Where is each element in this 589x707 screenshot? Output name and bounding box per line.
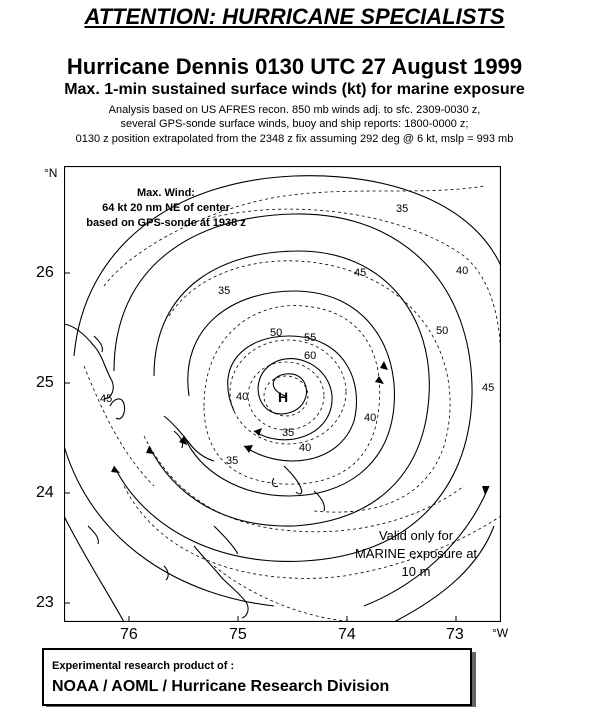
- north-unit-label: °N: [44, 166, 58, 180]
- analysis-note-1: Analysis based on US AFRES recon. 850 mb winds adj. to sfc. 2309-0030 z,: [108, 104, 481, 116]
- max-wind-line-3: based on GPS-sonde at 1938 z: [86, 217, 246, 229]
- max-wind-line-2: 64 kt 20 nm NE of center: [102, 202, 230, 214]
- wind-analysis-map: [64, 166, 501, 622]
- lat-label-23: 23: [36, 594, 54, 611]
- valid-line-3: 10 m: [401, 564, 431, 579]
- contour-label: 40: [299, 442, 312, 454]
- lat-label-24: 24: [36, 484, 54, 501]
- contour-label: 35: [226, 455, 239, 467]
- lon-label-73: 73: [446, 626, 464, 643]
- footer-line-1: Experimental research product of :: [52, 660, 235, 672]
- contour-label: 35: [282, 427, 295, 439]
- lon-label-74: 74: [338, 626, 356, 643]
- max-wind-line-1: Max. Wind:: [137, 187, 195, 199]
- footer-credit-box: [42, 648, 472, 706]
- contour-label: 35: [218, 285, 231, 297]
- lon-label-75: 75: [229, 626, 247, 643]
- attention-banner: ATTENTION: HURRICANE SPECIALISTS: [84, 4, 505, 29]
- contour-label: 55: [304, 332, 317, 344]
- contour-label: 45: [482, 382, 495, 394]
- contour-label: 45: [100, 393, 113, 405]
- contour-label: 40: [456, 265, 469, 277]
- contour-label: 40: [236, 391, 249, 403]
- contour-label: 45: [354, 267, 367, 279]
- contour-label: 40: [364, 412, 377, 424]
- page-title: Hurricane Dennis 0130 UTC 27 August 1999: [66, 54, 523, 79]
- lon-label-76: 76: [120, 626, 138, 643]
- storm-center-symbol: H: [278, 389, 289, 405]
- lat-label-25: 25: [36, 374, 54, 391]
- contour-label: 35: [396, 203, 409, 215]
- wind-map-svg: [64, 166, 501, 622]
- lat-label-26: 26: [36, 264, 54, 281]
- page-subtitle: Max. 1-min sustained surface winds (kt) for marine exposure: [64, 81, 525, 98]
- west-unit-label: °W: [492, 626, 509, 640]
- valid-line-1: Valid only for: [378, 528, 454, 543]
- valid-line-2: MARINE exposure at: [354, 546, 478, 561]
- contour-label: 50: [270, 327, 283, 339]
- analysis-note-2: several GPS-sonde surface winds, buoy and ship reports: 1800-0000 z;: [120, 118, 469, 130]
- contour-label: 50: [436, 325, 449, 337]
- contour-label: 60: [304, 350, 317, 362]
- analysis-note-3: 0130 z position extrapolated from the 2348 z fix assuming 292 deg @ 6 kt, mslp = 993 mb: [75, 133, 514, 145]
- footer-line-2: NOAA / AOML / Hurricane Research Division: [52, 678, 390, 695]
